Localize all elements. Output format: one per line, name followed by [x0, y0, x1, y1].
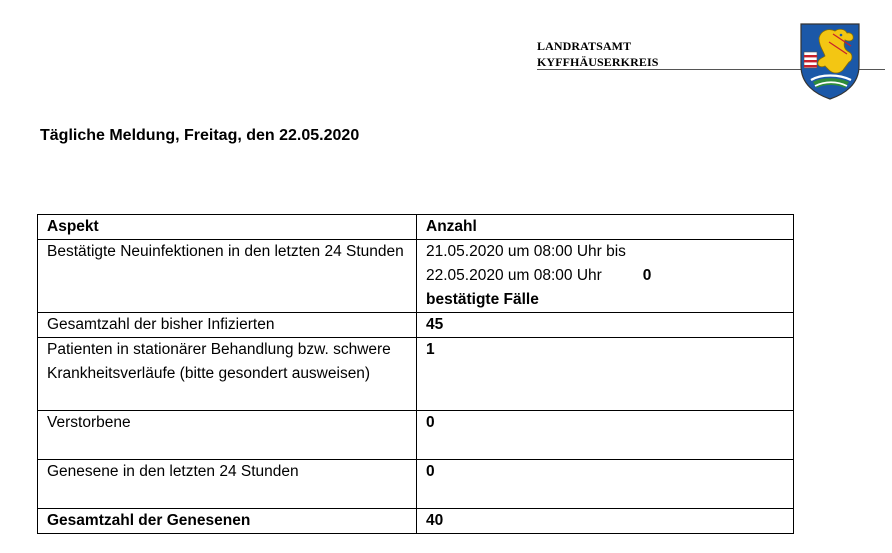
- count-unit: bestätigte Fälle: [426, 291, 539, 308]
- report-table: [37, 214, 794, 534]
- period-end: 22.05.2020 um 08:00 Uhr: [426, 267, 602, 284]
- table-row: [38, 460, 794, 509]
- page-title: Tägliche Meldung, Freitag, den 22.05.2020: [40, 127, 360, 144]
- letterhead: [537, 38, 659, 70]
- aspect-cell: Genesene in den letzten 24 Stunden: [38, 460, 417, 509]
- count-value: 45: [417, 313, 794, 338]
- header-count: Anzahl: [417, 215, 794, 240]
- header-aspect: Aspekt: [38, 215, 417, 240]
- period-start: 21.05.2020 um 08:00 Uhr bis: [426, 243, 626, 260]
- table-header-row: [38, 215, 794, 240]
- count-value: 0: [417, 411, 794, 460]
- coat-of-arms-icon: [799, 22, 861, 100]
- table-row: [38, 313, 794, 338]
- table-row: [38, 509, 794, 534]
- letterhead-line1: LANDRATSAMT: [537, 39, 632, 53]
- period-end-line: [426, 264, 785, 288]
- aspect-cell: Gesamtzahl der bisher Infizierten: [38, 313, 417, 338]
- count-value: 0: [642, 267, 652, 284]
- count-value: 40: [417, 509, 794, 534]
- aspect-cell: Verstorbene: [38, 411, 417, 460]
- count-value: 0: [417, 460, 794, 509]
- table-row: [38, 338, 794, 411]
- letterhead-line2: KYFFHÄUSERKREIS: [537, 55, 659, 69]
- table-row: [38, 411, 794, 460]
- count-value: 1: [417, 338, 794, 411]
- aspect-cell: Gesamtzahl der Genesenen: [38, 509, 417, 534]
- count-cell: [417, 240, 794, 313]
- aspect-cell: Bestätigte Neuinfektionen in den letzten 24 Stunden: [38, 240, 417, 313]
- aspect-cell: Patienten in stationärer Behandlung bzw. schwere Krankheitsverläufe (bitte gesondert ausweisen): [38, 338, 417, 411]
- table-row: [38, 240, 794, 313]
